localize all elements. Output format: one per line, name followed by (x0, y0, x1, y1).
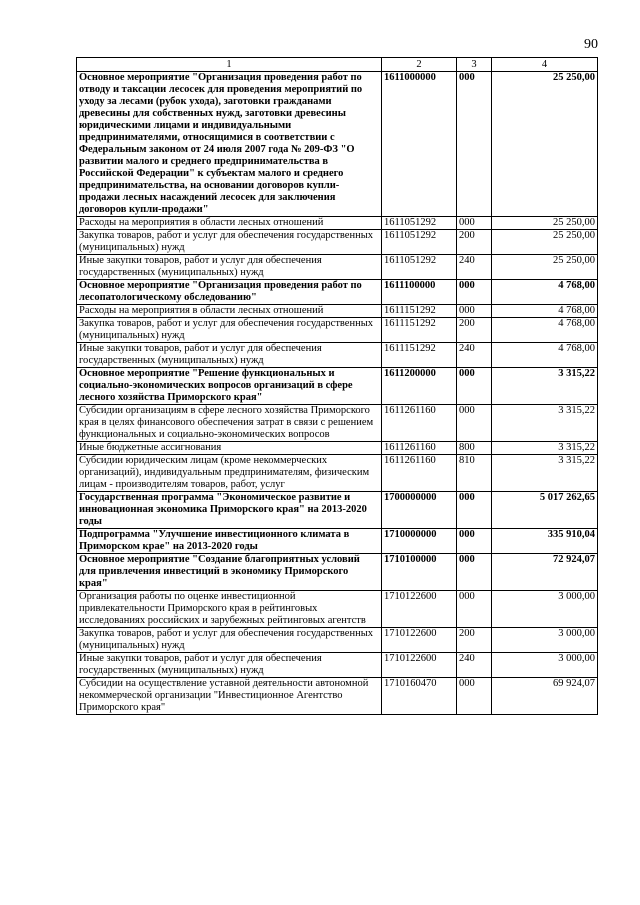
table-row (77, 591, 598, 628)
row-name-cell: Субсидии на осуществление уставной деятельности автономной некоммерческой организации "Инвестиционное Агентство Приморского края" (77, 678, 382, 715)
table-row (77, 455, 598, 492)
row-name-cell: Иные закупки товаров, работ и услуг для обеспечения государственных (муниципальных) нужд (77, 343, 382, 368)
row-type-cell: 800 (457, 442, 492, 455)
row-code-cell: 1700000000 (382, 492, 457, 529)
col-header-4: 4 (492, 58, 598, 72)
row-type-cell: 240 (457, 255, 492, 280)
row-type-cell: 200 (457, 318, 492, 343)
row-code-cell: 1611051292 (382, 217, 457, 230)
table-row (77, 343, 598, 368)
row-amount-cell: 3 000,00 (492, 591, 598, 628)
row-name-cell: Расходы на мероприятия в области лесных отношений (77, 305, 382, 318)
table-row (77, 305, 598, 318)
row-code-cell: 1611051292 (382, 255, 457, 280)
table-row (77, 529, 598, 554)
row-amount-cell: 335 910,04 (492, 529, 598, 554)
row-code-cell: 1611051292 (382, 230, 457, 255)
row-amount-cell: 72 924,07 (492, 554, 598, 591)
row-type-cell: 810 (457, 455, 492, 492)
row-amount-cell: 25 250,00 (492, 230, 598, 255)
table-row (77, 280, 598, 305)
page-number: 90 (584, 37, 598, 52)
row-type-cell: 200 (457, 628, 492, 653)
row-type-cell: 000 (457, 492, 492, 529)
row-name-cell: Иные закупки товаров, работ и услуг для обеспечения государственных (муниципальных) нужд (77, 255, 382, 280)
row-name-cell: Закупка товаров, работ и услуг для обеспечения государственных (муниципальных) нужд (77, 628, 382, 653)
col-header-2: 2 (382, 58, 457, 72)
row-type-cell: 000 (457, 554, 492, 591)
row-code-cell: 1611000000 (382, 72, 457, 217)
row-amount-cell: 25 250,00 (492, 217, 598, 230)
row-code-cell: 1611151292 (382, 305, 457, 318)
row-type-cell: 000 (457, 529, 492, 554)
row-code-cell: 1611151292 (382, 343, 457, 368)
row-name-cell: Закупка товаров, работ и услуг для обеспечения государственных (муниципальных) нужд (77, 230, 382, 255)
row-code-cell: 1611261160 (382, 405, 457, 442)
col-header-1: 1 (77, 58, 382, 72)
row-name-cell: Основное мероприятие "Организация проведения работ по лесопатологическому обследованию" (77, 280, 382, 305)
row-code-cell: 1710100000 (382, 554, 457, 591)
row-amount-cell: 4 768,00 (492, 280, 598, 305)
table-row (77, 653, 598, 678)
row-name-cell: Субсидии организациям в сфере лесного хозяйства Приморского края в целях финансового обеспечения затрат в связи с решением функциональных и социально-экономических вопросов (77, 405, 382, 442)
row-amount-cell: 25 250,00 (492, 255, 598, 280)
row-type-cell: 000 (457, 72, 492, 217)
row-type-cell: 240 (457, 343, 492, 368)
row-amount-cell: 69 924,07 (492, 678, 598, 715)
row-code-cell: 1611200000 (382, 368, 457, 405)
row-name-cell: Государственная программа "Экономическое развитие и инновационная экономика Приморского края" на 2013-2020 годы (77, 492, 382, 529)
row-type-cell: 000 (457, 591, 492, 628)
table-row (77, 442, 598, 455)
row-name-cell: Субсидии юридическим лицам (кроме некоммерческих организаций), индивидуальным предпринимателям, физическим лицам - производителям товаров, работ, услуг (77, 455, 382, 492)
row-type-cell: 240 (457, 653, 492, 678)
row-code-cell: 1611100000 (382, 280, 457, 305)
row-name-cell: Подпрограмма "Улучшение инвестиционного климата в Приморском крае" на 2013-2020 годы (77, 529, 382, 554)
table-row (77, 217, 598, 230)
row-amount-cell: 3 315,22 (492, 368, 598, 405)
row-code-cell: 1710122600 (382, 628, 457, 653)
table-row (77, 554, 598, 591)
row-type-cell: 000 (457, 217, 492, 230)
row-type-cell: 000 (457, 280, 492, 305)
row-name-cell: Основное мероприятие "Организация проведения работ по отводу и таксации лесосек для проведения мероприятий по уходу за лесами (рубок ухода), заготовки гражданами древесины для собственных нужд, заготовки древесины юридическими лицами и индивидуальными предпринимателями, относящимися в соответствии с Федеральным законом от 24 июля 2007 года № 209-ФЗ "О развитии малого и среднего предпринимательства в Российской Федерации" к субъектам малого и среднего предпринимательства, на основании договоров купли-продажи лесных насаждений лесосек для заключения договоров купли-продажи" (77, 72, 382, 217)
row-amount-cell: 4 768,00 (492, 343, 598, 368)
row-name-cell: Расходы на мероприятия в области лесных отношений (77, 217, 382, 230)
row-amount-cell: 3 315,22 (492, 442, 598, 455)
row-type-cell: 000 (457, 305, 492, 318)
row-type-cell: 200 (457, 230, 492, 255)
row-name-cell: Иные закупки товаров, работ и услуг для обеспечения государственных (муниципальных) нужд (77, 653, 382, 678)
row-name-cell: Иные бюджетные ассигнования (77, 442, 382, 455)
table-row (77, 678, 598, 715)
table-row (77, 318, 598, 343)
row-amount-cell: 3 000,00 (492, 653, 598, 678)
row-code-cell: 1710122600 (382, 653, 457, 678)
row-type-cell: 000 (457, 405, 492, 442)
row-name-cell: Закупка товаров, работ и услуг для обеспечения государственных (муниципальных) нужд (77, 318, 382, 343)
table-row (77, 230, 598, 255)
row-amount-cell: 4 768,00 (492, 305, 598, 318)
table-row (77, 628, 598, 653)
row-type-cell: 000 (457, 368, 492, 405)
row-type-cell: 000 (457, 678, 492, 715)
table-row (77, 492, 598, 529)
row-amount-cell: 4 768,00 (492, 318, 598, 343)
row-name-cell: Основное мероприятие "Решение функциональных и социально-экономических вопросов организаций в сфере лесного хозяйства Приморского края" (77, 368, 382, 405)
row-code-cell: 1611151292 (382, 318, 457, 343)
row-amount-cell: 5 017 262,65 (492, 492, 598, 529)
table-row (77, 255, 598, 280)
row-name-cell: Основное мероприятие "Создание благоприятных условий для привлечения инвестиций в экономику Приморского края" (77, 554, 382, 591)
header-row (77, 58, 598, 72)
table-row (77, 72, 598, 217)
row-name-cell: Организация работы по оценке инвестиционной привлекательности Приморского края в рейтинговых исследованиях российских и зарубежных рейтинговых агентств (77, 591, 382, 628)
row-code-cell: 1611261160 (382, 455, 457, 492)
budget-table (76, 57, 598, 715)
row-code-cell: 1710000000 (382, 529, 457, 554)
row-code-cell: 1611261160 (382, 442, 457, 455)
table-row (77, 368, 598, 405)
table-row (77, 405, 598, 442)
row-amount-cell: 3 000,00 (492, 628, 598, 653)
col-header-3: 3 (457, 58, 492, 72)
row-code-cell: 1710160470 (382, 678, 457, 715)
row-code-cell: 1710122600 (382, 591, 457, 628)
row-amount-cell: 25 250,00 (492, 72, 598, 217)
row-amount-cell: 3 315,22 (492, 455, 598, 492)
row-amount-cell: 3 315,22 (492, 405, 598, 442)
